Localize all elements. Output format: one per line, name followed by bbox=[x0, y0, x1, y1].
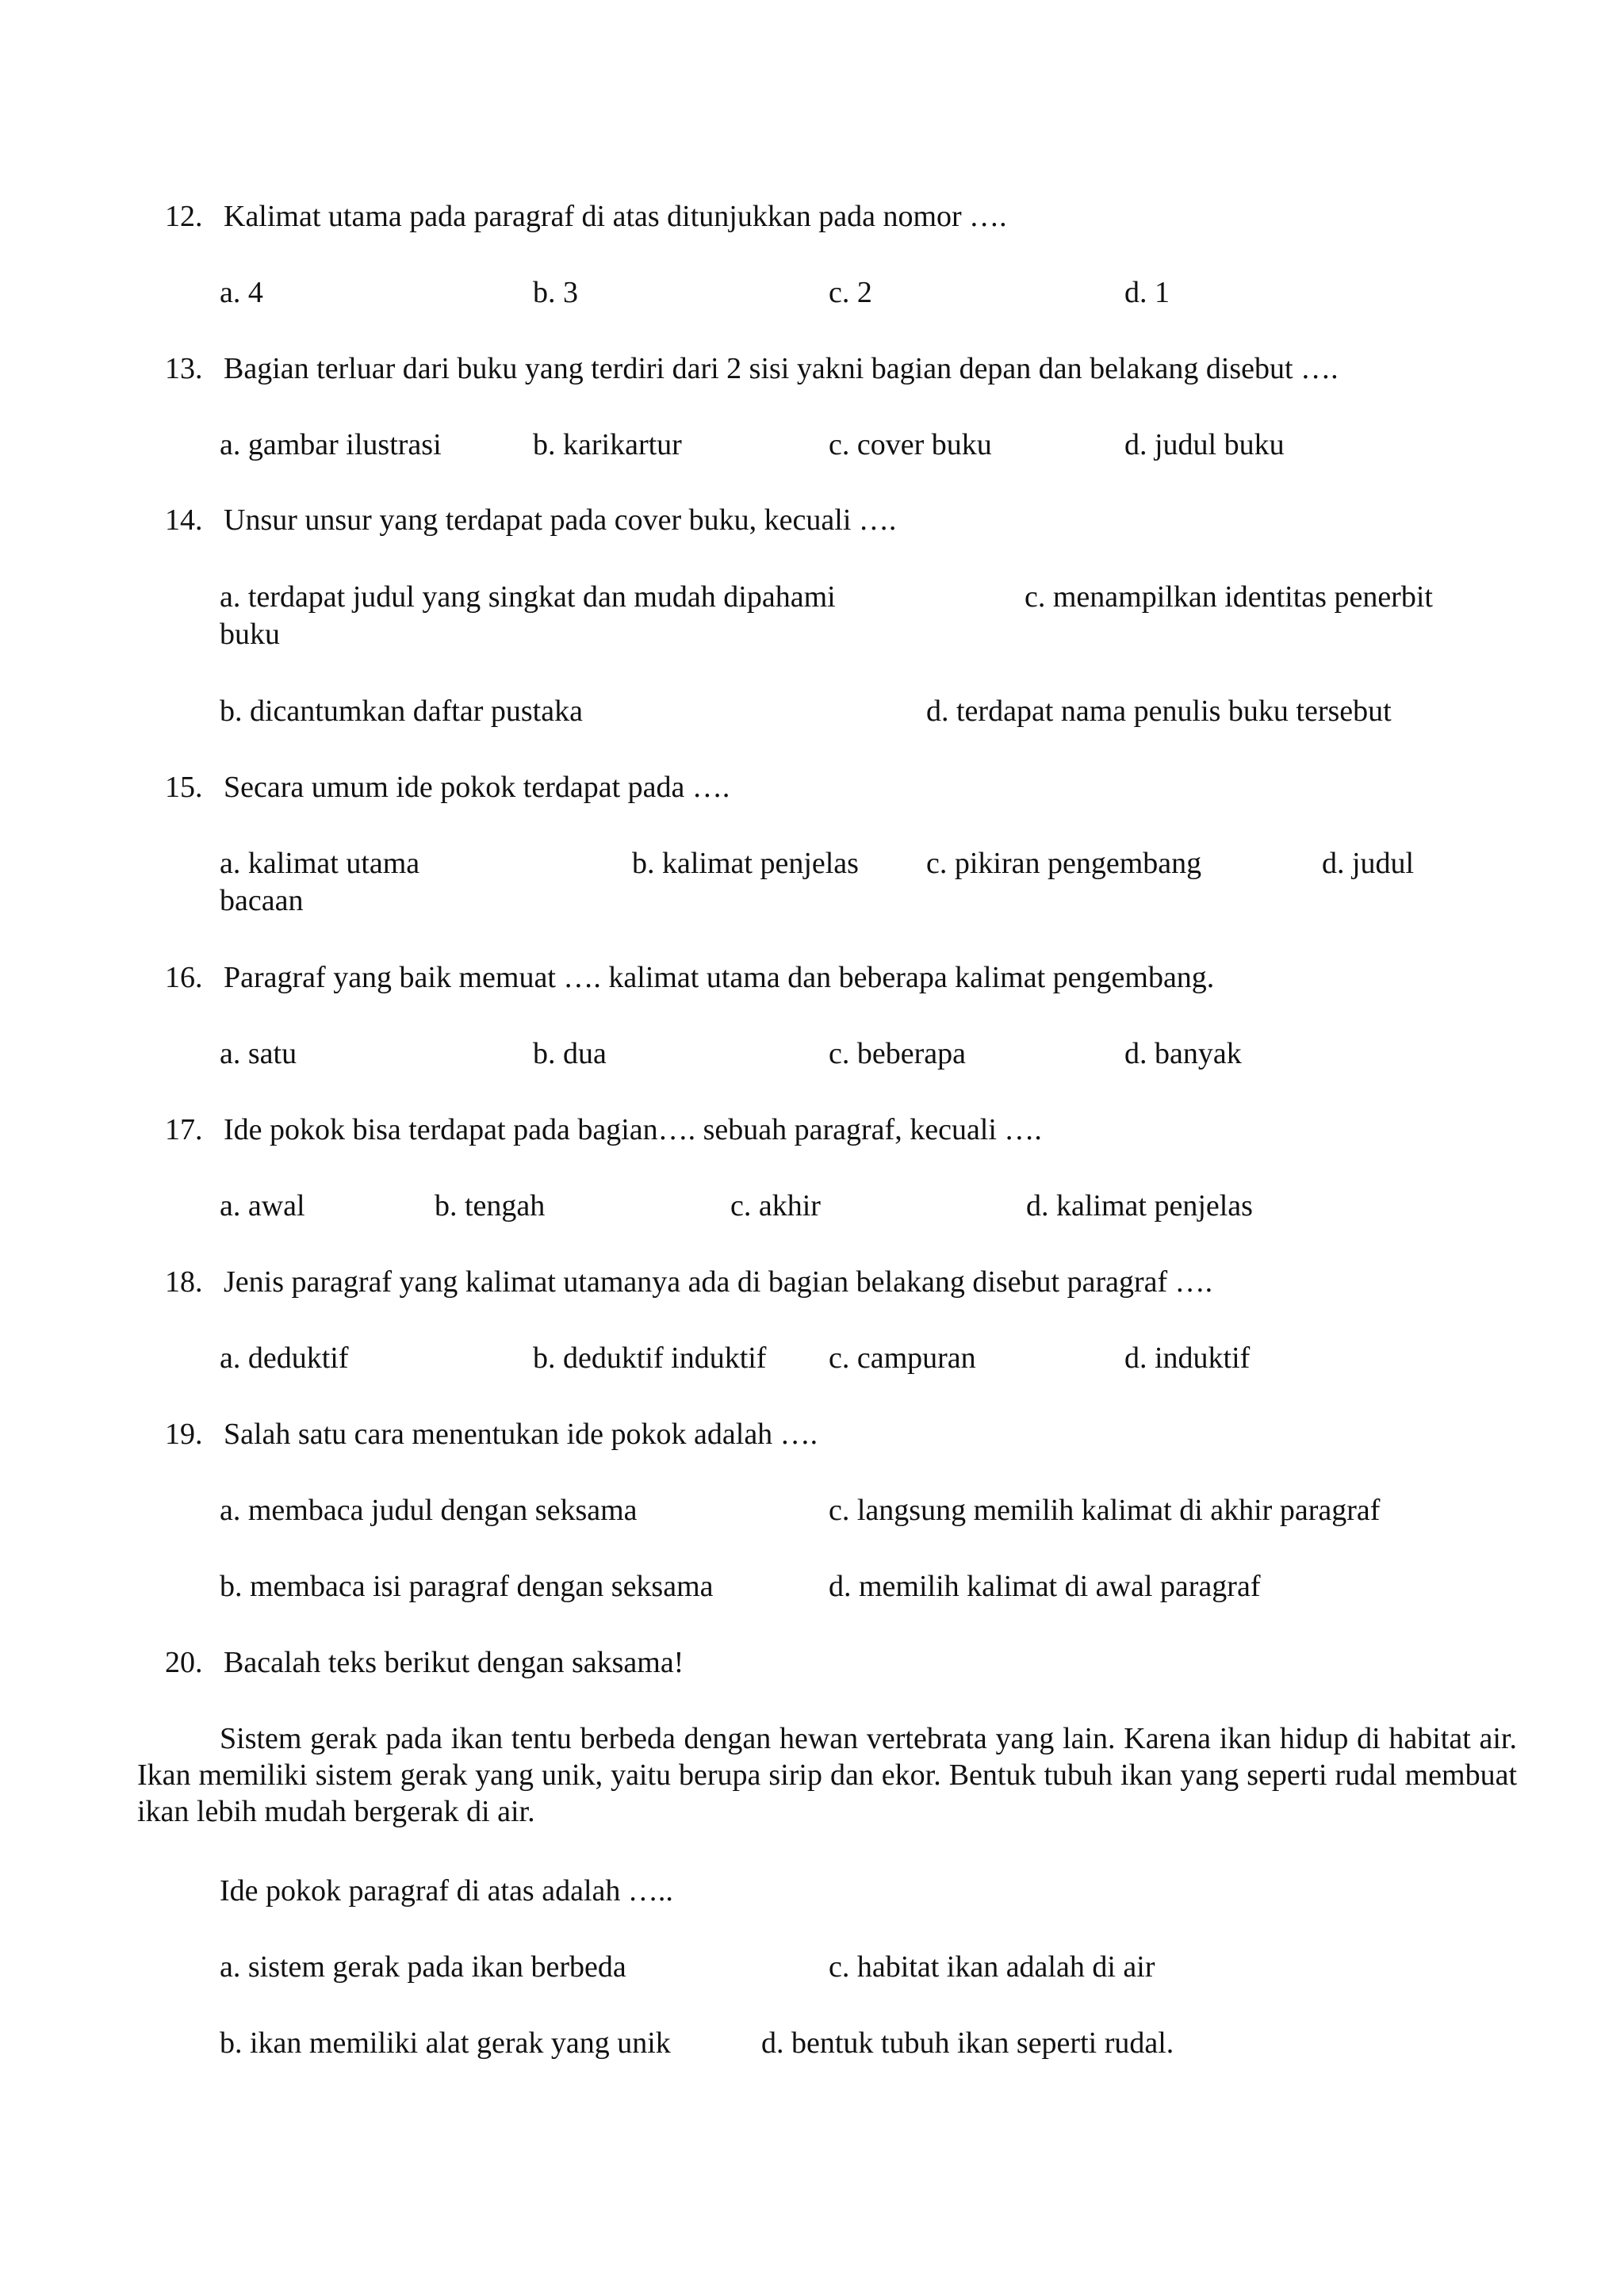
q17-option-a: a. awal bbox=[220, 1189, 305, 1223]
q18-option-d: d. induktif bbox=[1124, 1341, 1251, 1375]
q18-option-b: b. deduktif induktif bbox=[533, 1341, 767, 1375]
q16-option-b: b. dua bbox=[533, 1037, 607, 1070]
question-19-text: Salah satu cara menentukan ide pokok adalah …. bbox=[224, 1418, 818, 1451]
question-18-text: Jenis paragraf yang kalimat utamanya ada di bagian belakang disebut paragraf …. bbox=[224, 1265, 1213, 1299]
q20-option-d: d. bentuk tubuh ikan seperti rudal. bbox=[761, 2026, 1174, 2060]
q17-option-d: d. kalimat penjelas bbox=[1026, 1189, 1253, 1223]
q14-option-a: a. terdapat judul yang singkat dan mudah dipahami bbox=[220, 580, 836, 614]
q20-option-c: c. habitat ikan adalah di air bbox=[829, 1950, 1155, 1984]
q13-option-b: b. karikartur bbox=[533, 428, 682, 461]
question-19-number: 19. bbox=[165, 1418, 203, 1451]
q20-option-b: b. ikan memiliki alat gerak yang unik bbox=[220, 2026, 671, 2060]
question-18-number: 18. bbox=[165, 1265, 203, 1299]
reading-passage: Sistem gerak pada ikan tentu berbeda dengan hewan vertebrata yang lain. Karena ikan hidup di habitat air. Ikan memiliki sistem gerak yang unik, yaitu berupa sirip dan ekor. Bentuk tubuh ikan yang seperti rudal membuat ikan lebih mudah bergerak di air. bbox=[137, 1722, 1517, 1828]
q14-option-c: c. menampilkan identitas penerbit bbox=[1025, 580, 1433, 614]
q15-option-c: c. pikiran pengembang bbox=[926, 847, 1202, 880]
q17-option-b: b. tengah bbox=[435, 1189, 546, 1223]
question-13-text: Bagian terluar dari buku yang terdiri dari 2 sisi yakni bagian depan dan belakang disebut …. bbox=[224, 352, 1339, 385]
q13-option-c: c. cover buku bbox=[829, 428, 992, 461]
q12-option-c: c. 2 bbox=[829, 276, 872, 309]
q14-option-c-continued: buku bbox=[220, 618, 280, 651]
q19-option-b: b. membaca isi paragraf dengan seksama bbox=[220, 1570, 714, 1603]
q16-option-c: c. beberapa bbox=[829, 1037, 966, 1070]
question-20-prompt: Ide pokok paragraf di atas adalah ….. bbox=[220, 1874, 673, 1908]
question-20-number: 20. bbox=[165, 1646, 203, 1679]
question-16-text: Paragraf yang baik memuat …. kalimat utama dan beberapa kalimat pengembang. bbox=[224, 961, 1215, 994]
question-13-number: 13. bbox=[165, 352, 203, 385]
q12-option-a: a. 4 bbox=[220, 276, 263, 309]
question-15-text: Secara umum ide pokok terdapat pada …. bbox=[224, 771, 730, 804]
question-17-text: Ide pokok bisa terdapat pada bagian…. sebuah paragraf, kecuali …. bbox=[224, 1113, 1042, 1146]
q13-option-a: a. gambar ilustrasi bbox=[220, 428, 442, 461]
q15-option-b: b. kalimat penjelas bbox=[632, 847, 859, 880]
q18-option-a: a. deduktif bbox=[220, 1341, 349, 1375]
q14-option-d: d. terdapat nama penulis buku tersebut bbox=[926, 695, 1392, 728]
q19-option-d: d. memilih kalimat di awal paragraf bbox=[829, 1570, 1261, 1603]
q20-option-a: a. sistem gerak pada ikan berbeda bbox=[220, 1950, 626, 1984]
question-12-number: 12. bbox=[165, 200, 203, 233]
q12-option-d: d. 1 bbox=[1124, 276, 1170, 309]
question-12-text: Kalimat utama pada paragraf di atas ditunjukkan pada nomor …. bbox=[224, 200, 1007, 233]
question-14-text: Unsur unsur yang terdapat pada cover buku, kecuali …. bbox=[224, 503, 897, 537]
q15-option-d: d. judul bbox=[1322, 847, 1415, 880]
question-17-number: 17. bbox=[165, 1113, 203, 1146]
q14-option-b: b. dicantumkan daftar pustaka bbox=[220, 695, 583, 728]
question-14-number: 14. bbox=[165, 503, 203, 537]
question-20-text: Bacalah teks berikut dengan saksama! bbox=[224, 1646, 684, 1679]
q19-option-c: c. langsung memilih kalimat di akhir paragraf bbox=[829, 1494, 1381, 1527]
q15-option-a: a. kalimat utama bbox=[220, 847, 420, 880]
q16-option-a: a. satu bbox=[220, 1037, 297, 1070]
question-16-number: 16. bbox=[165, 961, 203, 994]
q17-option-c: c. akhir bbox=[730, 1189, 821, 1223]
q15-option-d-continued: bacaan bbox=[220, 884, 304, 917]
q12-option-b: b. 3 bbox=[533, 276, 578, 309]
q16-option-d: d. banyak bbox=[1124, 1037, 1242, 1070]
question-15-number: 15. bbox=[165, 771, 203, 804]
q18-option-c: c. campuran bbox=[829, 1341, 976, 1375]
q19-option-a: a. membaca judul dengan seksama bbox=[220, 1494, 638, 1527]
q13-option-d: d. judul buku bbox=[1124, 428, 1285, 461]
